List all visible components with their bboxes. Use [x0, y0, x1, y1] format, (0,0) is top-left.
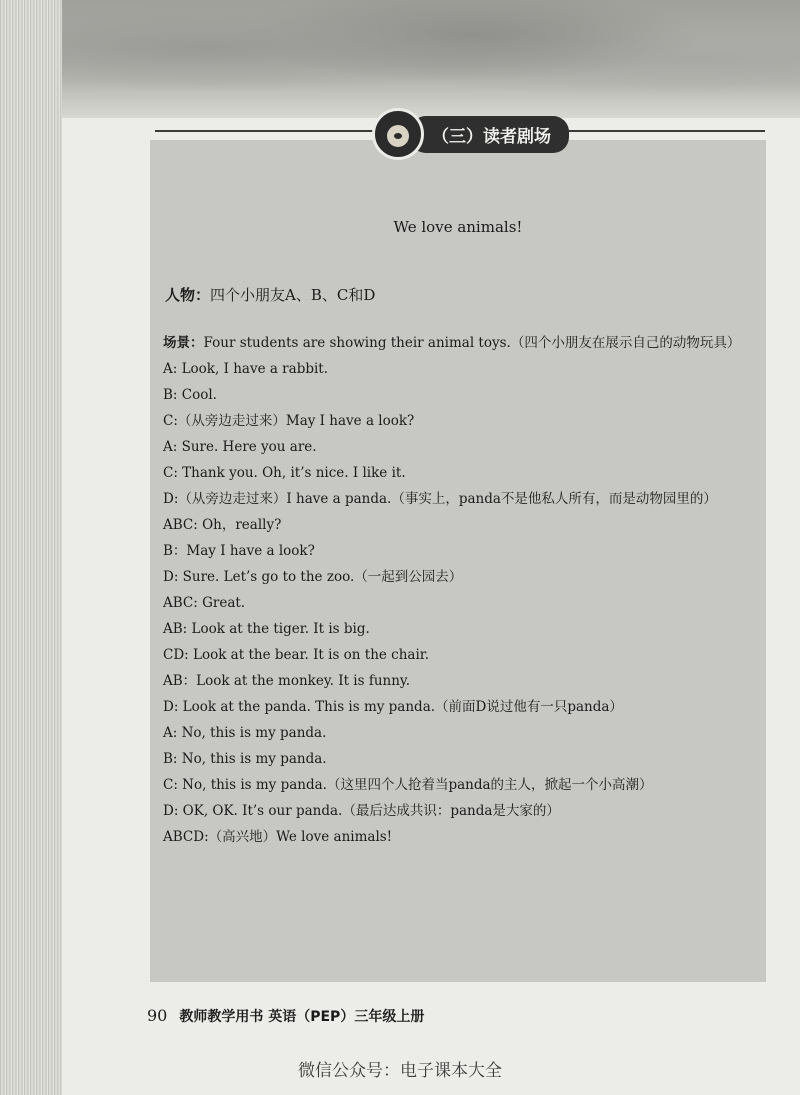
watermark: 微信公众号：电子课本大全 — [298, 1061, 502, 1081]
dialogue-line: CD: Look at the bear. It is on the chair. — [163, 647, 430, 663]
dialogue-line: D: OK, OK. It’s our panda.（最后达成共识：panda是大家的） — [163, 803, 560, 819]
dialogue-line: D:（从旁边走过来）I have a panda.（事实上，panda不是他私人所有，而是动物园里的） — [163, 491, 717, 507]
dialogue-line: B：May I have a look? — [163, 543, 315, 559]
roles-label: 人物： — [165, 286, 211, 304]
scene-label: 场景： — [163, 335, 204, 351]
dialogue-line: C:（从旁边走过来）May I have a look? — [163, 413, 415, 429]
bear-mascot-icon — [372, 108, 424, 160]
dialogue-line: A: No, this is my panda. — [163, 725, 327, 741]
scene-text: Four students are showing their animal toys.（四个小朋友在展示自己的动物玩具） — [203, 335, 741, 351]
roles-line — [165, 284, 375, 305]
play-title: We love animals! — [393, 218, 523, 236]
roles-text: 四个小朋友A、B、C和D — [210, 286, 376, 304]
dialogue-line: D: Look at the panda. This is my panda.（前面D说过他有一只panda） — [163, 699, 623, 715]
dialogue-line: B: No, this is my panda. — [163, 751, 327, 767]
section-badge-label: （三）读者剧场 — [410, 116, 569, 153]
dialogue-line: AB：Look at the monkey. It is funny. — [163, 673, 411, 689]
page-footer — [147, 1006, 424, 1026]
page-number: 90 — [147, 1006, 168, 1025]
header-illustration — [62, 0, 800, 118]
dialogue-line: ABC: Great. — [163, 595, 246, 611]
section-badge — [372, 110, 569, 158]
dialogue-line: ABCD:（高兴地）We love animals! — [163, 829, 393, 845]
book-title: 教师教学用书 英语（PEP）三年级上册 — [179, 1009, 425, 1025]
script-body — [163, 332, 763, 852]
dialogue-line: D: Sure. Let’s go to the zoo.（一起到公园去） — [163, 569, 463, 585]
scene-line — [163, 332, 763, 358]
dialogue-line: B: Cool. — [163, 387, 217, 403]
dialogue-line: C: Thank you. Oh, it’s nice. I like it. — [163, 465, 406, 481]
dialogue-line: AB: Look at the tiger. It is big. — [163, 621, 370, 637]
dialogue-line: ABC: Oh，really? — [163, 517, 282, 533]
page-stack-edges — [0, 0, 70, 1095]
dialogue-line: A: Sure. Here you are. — [163, 439, 317, 455]
dialogue-line: C: No, this is my panda.（这里四个人抢着当panda的主人，掀起一个小高潮） — [163, 777, 653, 793]
dialogue-line: A: Look, I have a rabbit. — [163, 361, 329, 377]
